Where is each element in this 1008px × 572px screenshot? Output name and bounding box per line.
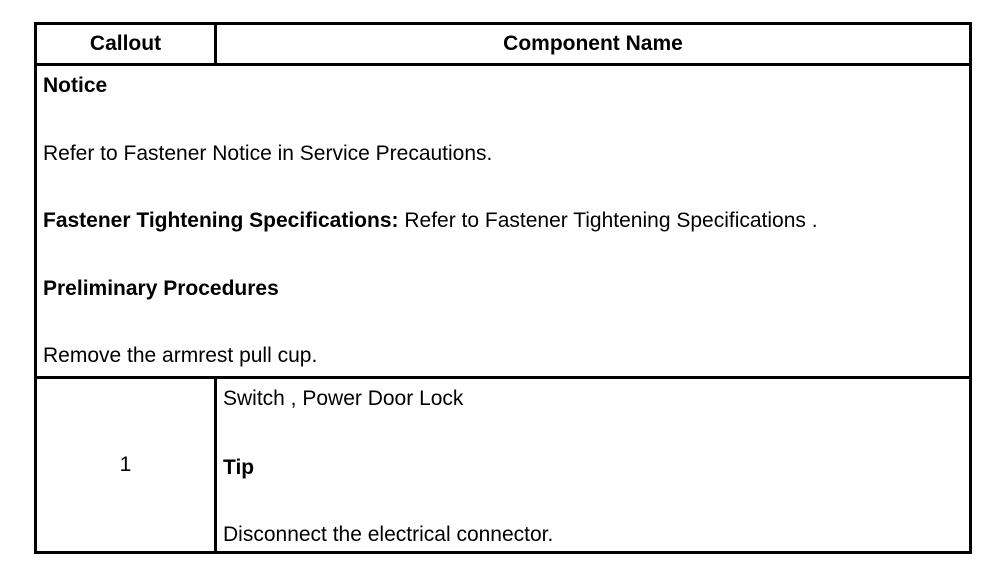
notice-heading: Notice bbox=[43, 74, 108, 97]
header-callout: Callout bbox=[89, 32, 162, 55]
component-table bbox=[34, 22, 972, 554]
callout-number: 1 bbox=[119, 453, 132, 476]
table-header-row bbox=[37, 25, 969, 66]
preliminary-text: Remove the armrest pull cup. bbox=[43, 344, 318, 367]
fastener-spec-label: Fastener Tightening Specifications: bbox=[43, 209, 399, 232]
component-name: Switch , Power Door Lock bbox=[223, 387, 464, 410]
header-component-name: Component Name bbox=[503, 32, 683, 55]
tip-text: Disconnect the electrical connector. bbox=[223, 523, 554, 546]
fastener-spec-text: Refer to Fastener Tightening Specifications . bbox=[398, 209, 818, 232]
table-row bbox=[37, 379, 969, 551]
notice-row bbox=[37, 66, 969, 379]
tip-heading: Tip bbox=[223, 456, 255, 479]
notice-text: Refer to Fastener Notice in Service Precautions. bbox=[43, 142, 493, 165]
fastener-spec-line bbox=[43, 209, 818, 233]
preliminary-heading: Preliminary Procedures bbox=[43, 277, 279, 300]
